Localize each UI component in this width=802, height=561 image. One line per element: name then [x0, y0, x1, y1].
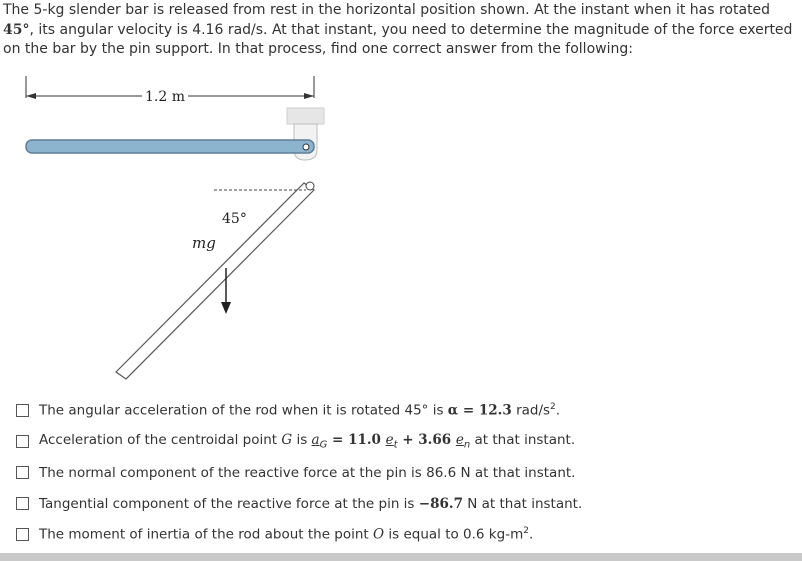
dimension-arrow-right-icon [304, 93, 314, 99]
option-5[interactable] [16, 519, 796, 550]
weight-label: mg [192, 234, 216, 252]
question-text-part1: The 5-kg slender bar is released from rest in the horizontal position shown. At the instant when it has rotated [3, 2, 771, 18]
rotated-bar-pin-icon [306, 182, 314, 190]
option-2[interactable] [16, 426, 796, 457]
problem-figure [0, 70, 340, 390]
option-2-checkbox[interactable] [16, 435, 29, 448]
option-5-checkbox[interactable] [16, 528, 29, 541]
option-4-checkbox[interactable] [16, 497, 29, 510]
option-3-checkbox[interactable] [16, 466, 29, 479]
pin-support-base [287, 108, 324, 124]
question-text [3, 1, 799, 60]
pin-icon [303, 144, 309, 150]
option-4[interactable] [16, 488, 796, 519]
bar-diagram [0, 70, 340, 390]
option-3-label: The normal component of the reactive force at the pin is 86.6 N at that instant. [39, 464, 576, 481]
option-1-checkbox[interactable] [16, 404, 29, 417]
option-1-label: The angular acceleration of the rod when it is rotated 45° is α = 12.3 rad/$s^2$. [39, 402, 561, 419]
angle-label: 45° [222, 211, 247, 227]
rotated-bar [116, 183, 314, 379]
dimension-arrow-left-icon [26, 93, 36, 99]
option-3[interactable] [16, 457, 796, 488]
option-2-label: Acceleration of the centroidal point G is $a_G = 11.0$ $e_t + 3.66$ $e_n$ at that instant. [39, 432, 576, 451]
weight-arrow-head-icon [221, 302, 231, 314]
option-1[interactable] [16, 395, 796, 426]
option-5-label: The moment of inertia of the rod about the point O is equal to 0.6 $kg-m^2$. [39, 526, 534, 543]
answer-options [16, 395, 796, 550]
question-angle: 45° [3, 21, 30, 38]
length-label: 1.2 m [145, 89, 185, 105]
question-text-part2: , its angular velocity is 4.16 rad/s. At that instant, you need to determine the magnitude of the force exerted on the bar by the pin support. In that process, find one correct answer from the following: [3, 21, 793, 57]
bottom-scrollbar[interactable] [0, 553, 802, 561]
option-4-label: Tangential component of the reactive force at the pin is −86.7 N at that instant. [39, 495, 583, 512]
horizontal-bar [26, 140, 314, 153]
